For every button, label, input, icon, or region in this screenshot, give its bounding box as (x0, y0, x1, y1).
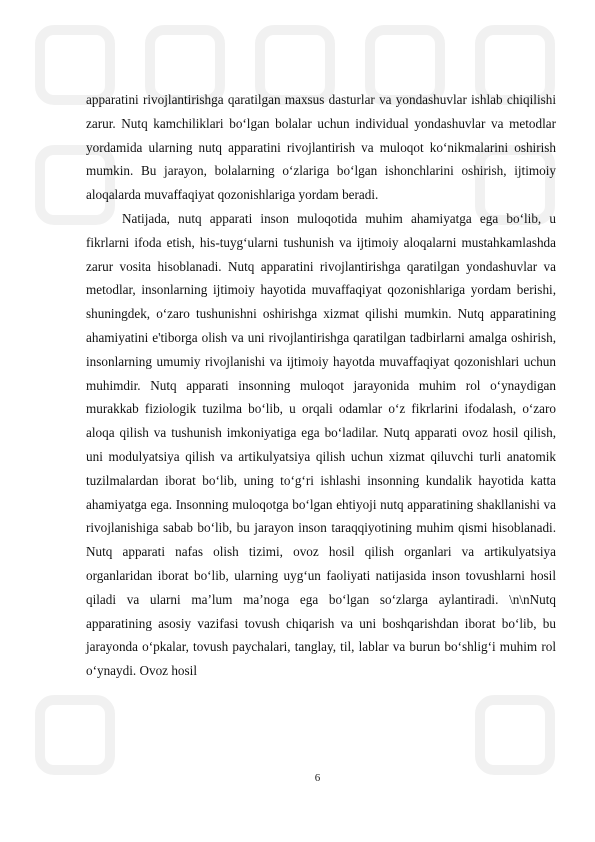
paragraph-1: apparatini rivojlantirishga qaratilgan maxsus dasturlar va yondashuvlar ishlab chiqilishi zarur. Nutq kamchiliklari bo‘lgan bolalar uchun individual yondashuvlar va metodlar yordamida ularning nutq apparatini rivojlantirish va muloqot ko‘nikmalarini oshirish mumkin. Bu jarayon, bolalarning o‘zlariga bo‘lgan ishonchlarini oshirish, ijtimoiy aloqalarda muvaffaqiyat qozonishlariga yordam beradi. (86, 92, 556, 203)
page-number: 6 (314, 772, 321, 784)
paragraph-2: Natijada, nutq apparati inson muloqotida muhim ahamiyatga ega bo‘lib, u fikrlarni ifoda etish, his-tuyg‘ularni tushunish va ijtimoiy aloqalarni mustahkamlashda zarur vosita hisoblanadi. Nutq apparatini rivojlantirishga qaratilgan yondashuvlar va metodlar, insonlarning ijtimoiy hayotida muvaffaqiyat qozonishlariga yordam berishi, shuningdek, o‘zaro tushunishni oshirishga xizmat qilishi mumkin. Nutq apparatining ahamiyatini e'tiborga olish va uni rivojlantirishga qaratilgan tadbirlarni amalga oshirish, insonlarning umumiy rivojlanishi va ijtimoiy hayotda muvaffaqiyat qozonishlari uchun muhimdir. Nutq apparati insonning muloqot jarayonida muhim rol o‘ynaydigan murakkab fiziologik tuzilma bo‘lib, u orqali odamlar o‘z fikrlarini ifodalash, o‘zaro aloqa qilish va tushunish imkoniyatiga ega bo‘ladilar. Nutq apparati ovoz hosil qilish, uni modulyatsiya qilish va artikulyatsiya qilish uchun xizmat qiluvchi turli anatomik tuzilmalardan iborat bo‘lib, uning to‘g‘ri ishlashi insonning kundalik hayotida katta ahamiyatga ega. Insonning muloqotga bo‘lgan ehtiyoji nutq apparatining shakllanishi va rivojlanishiga sabab bo‘lib, bu jarayon inson taraqqiyotining muhim qismi hisoblanadi. Nutq apparati nafas olish tizimi, ovoz hosil qilish organlari va artikulyatsiya organlaridan iborat bo‘lib, ularning uyg‘un faoliyati natijasida inson tovushlarni hosil qiladi va ularni ma’lum ma’noga ega bo‘lgan so‘zlarga aylantiradi. \n\nNutq apparatining asosiy vazifasi tovush chiqarish va uni boshqarishdan iborat bo‘lib, bu jarayonda o‘pkalar, tovush paychalari, tanglay, til, lablar va burun bo‘shlig‘i muhim rol o‘ynaydi. Ovoz hosil (86, 210, 556, 679)
document-body (86, 88, 556, 683)
